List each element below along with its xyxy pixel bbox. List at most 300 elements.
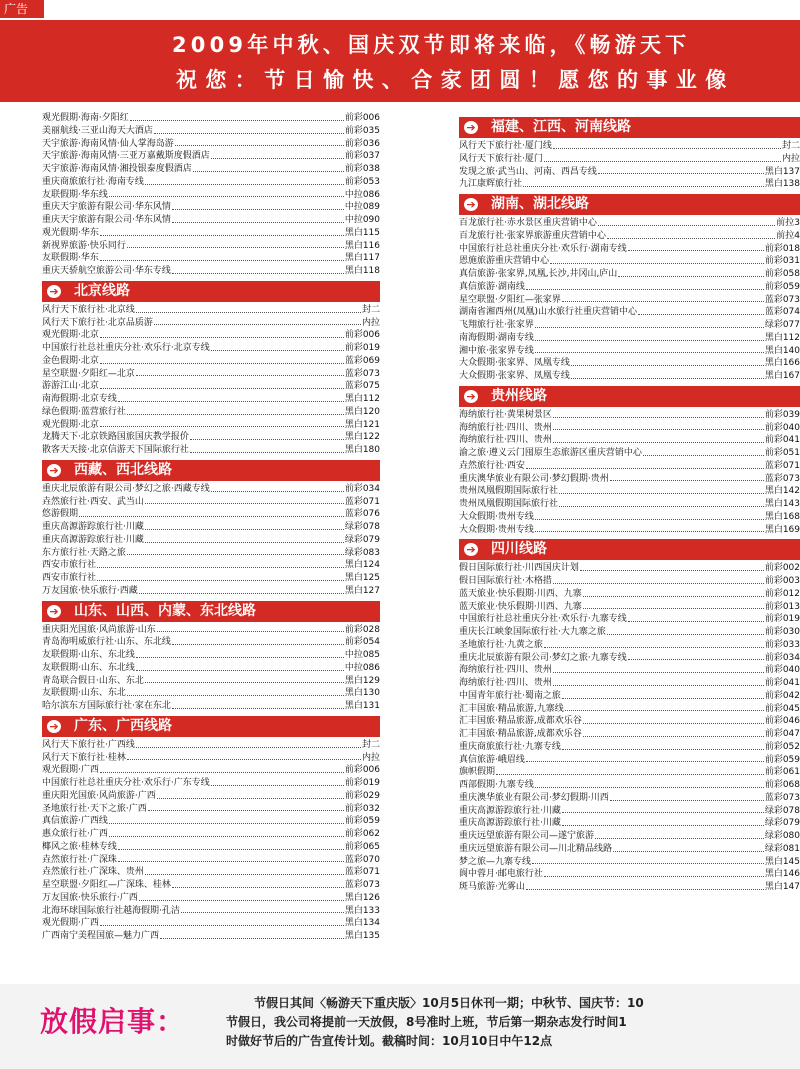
page-code: 前彩019 <box>344 343 380 353</box>
notice-title: 放假启事： <box>40 1005 186 1038</box>
page-code: 黑白143 <box>764 499 800 509</box>
page-code: 前彩019 <box>344 778 380 788</box>
listing-name: 东方旅行社·天路之旅 <box>42 547 126 558</box>
page-code: 内拉 <box>361 752 380 763</box>
listing-name: 梦之旅—九寨专线 <box>459 856 532 867</box>
dot-leader <box>172 214 344 223</box>
page-code: 前彩019 <box>764 614 800 625</box>
listing-name: 友联假期·山东、东北线 <box>42 650 135 660</box>
listing-name: 汇丰国旅·精品旅游,成都欢乐谷 <box>459 716 582 727</box>
listing-row <box>42 547 380 560</box>
page-code: 前彩059 <box>764 754 800 765</box>
listing-row <box>42 790 380 803</box>
listing-name: 重庆高源游踪旅行社·川藏 <box>459 805 561 816</box>
listing-row <box>42 329 380 342</box>
listing-row <box>459 766 800 779</box>
page-code: 前彩032 <box>344 803 380 814</box>
listing-row <box>42 406 380 419</box>
page-code: 内拉 <box>361 317 380 328</box>
listing-name: 百龙旅行社·赤水景区重庆营销中心 <box>459 218 597 228</box>
listing-row <box>42 777 380 790</box>
listing-name: 万友国旅·快乐旅行·广西 <box>42 892 138 903</box>
listing-row <box>42 265 380 278</box>
listing-row <box>459 498 800 511</box>
dot-leader <box>136 739 361 748</box>
dot-leader <box>571 370 764 379</box>
listing-name: 重庆阳光国旅·风尚旅游·广西 <box>42 790 156 801</box>
dot-leader <box>535 319 764 328</box>
arrow-right-icon: ➔ <box>47 720 61 733</box>
listing-name: 哈尔滨东方国际旅行社·家在东北 <box>42 701 171 711</box>
listing-name: 蓝天旅业·快乐假期·川西、九寨 <box>459 588 582 599</box>
page-code: 黑白147 <box>764 882 800 892</box>
dot-leader <box>100 252 344 261</box>
page-code: 蓝彩073 <box>344 880 380 890</box>
listing-name: 海纳旅行社·黄果树景区 <box>459 409 552 420</box>
dot-leader <box>109 189 344 198</box>
listing-name: 西安市旅行社 <box>42 560 97 571</box>
listing-row <box>459 524 800 537</box>
listing-column-right <box>459 114 800 894</box>
ad-tag: 广告 <box>0 0 44 18</box>
listing-row <box>459 345 800 358</box>
arrow-right-icon: ➔ <box>464 121 478 134</box>
listing-name: 风行天下旅行社·厦门线 <box>459 141 552 151</box>
dot-leader <box>628 243 764 252</box>
listing-row <box>459 140 800 153</box>
dot-leader <box>583 601 764 610</box>
dot-leader <box>544 153 781 162</box>
listing-row <box>459 294 800 307</box>
listing-name: 观光假期·广西 <box>42 765 99 776</box>
listing-row <box>459 217 800 230</box>
section-title: 福建、江西、河南线路 <box>491 119 631 135</box>
page-code: 绿彩078 <box>344 522 380 532</box>
listing-name: 椰风之旅·桂林专线 <box>42 841 117 852</box>
dot-leader <box>145 534 344 543</box>
dot-leader <box>109 828 344 837</box>
dot-leader <box>97 572 344 581</box>
page-code: 前彩062 <box>344 829 380 839</box>
listing-row <box>42 380 380 393</box>
section-header <box>42 716 380 737</box>
page-code: 前彩047 <box>764 729 800 739</box>
dot-leader <box>638 306 764 315</box>
listing-name: 汇丰国旅·精品旅游,成都欢乐谷 <box>459 729 582 739</box>
listing-row <box>459 409 800 422</box>
listing-name: 友联假期·华东线 <box>42 189 108 200</box>
arrow-right-icon: ➔ <box>464 198 478 211</box>
page-code: 前彩036 <box>344 138 380 149</box>
dot-leader <box>211 483 344 492</box>
listing-name: 贵州凤凰假期国际旅行社 <box>459 499 559 509</box>
dot-leader <box>553 140 781 149</box>
page-code: 中拉089 <box>344 202 380 213</box>
page-code: 前彩040 <box>764 422 800 433</box>
listing-row <box>459 652 800 665</box>
listing-row <box>459 754 800 767</box>
page-code: 前彩039 <box>764 409 800 420</box>
dot-leader <box>127 752 361 761</box>
page-code: 蓝彩075 <box>344 381 380 392</box>
page-code: 黑白133 <box>344 905 380 916</box>
section-title: 广东、广西线路 <box>74 717 172 734</box>
page-code: 黑白142 <box>764 486 800 497</box>
listing-row <box>459 230 800 243</box>
listing-name: 友联假期·山东、东北 <box>42 688 126 699</box>
listing-name: 风行天下旅行社·北京线 <box>42 304 135 315</box>
page-code: 黑白129 <box>344 675 380 686</box>
dot-leader <box>172 636 344 645</box>
listing-row <box>42 866 380 879</box>
dot-leader <box>553 664 764 673</box>
listing-name: 九江康辉旅行社 <box>459 179 523 190</box>
dot-leader <box>535 345 764 354</box>
listing-row <box>459 153 800 166</box>
listing-name: 大众假期·贵州专线 <box>459 524 534 535</box>
page-code: 封二 <box>781 141 800 151</box>
listing-row <box>42 700 380 713</box>
dot-leader <box>211 150 344 159</box>
listing-row <box>459 306 800 319</box>
listing-row <box>42 125 380 138</box>
listing-row <box>459 268 800 281</box>
listing-name: 大众假期·张家界、凤凰专线 <box>459 371 570 381</box>
page-code: 黑白124 <box>344 560 380 571</box>
dot-leader <box>535 524 764 533</box>
listing-name: 风行天下旅行社·桂林 <box>42 752 126 763</box>
page-code: 黑白167 <box>764 371 800 381</box>
listing-name: 飞翔旅行社·张家界 <box>459 320 534 330</box>
listing-row <box>42 815 380 828</box>
dot-leader <box>553 575 764 584</box>
listing-row <box>459 817 800 830</box>
dot-leader <box>607 626 764 635</box>
dot-leader <box>136 649 344 658</box>
listing-name: 湘中旅·张家界专线 <box>459 345 534 356</box>
page-code: 绿彩083 <box>344 547 380 558</box>
dot-leader <box>526 881 764 890</box>
listing-row <box>459 881 800 894</box>
arrow-right-icon: ➔ <box>464 543 478 556</box>
listing-row <box>459 332 800 345</box>
listing-row <box>42 534 380 547</box>
listing-name: 重庆远望旅游有限公司—遂宁旅游 <box>459 831 595 841</box>
page-code: 前彩012 <box>764 588 800 599</box>
dot-leader <box>607 230 775 239</box>
page-code: 前彩052 <box>764 741 800 752</box>
page-code: 前彩059 <box>764 281 800 292</box>
dot-leader <box>559 485 764 494</box>
listing-name: 垚然旅行社·西安、武当山 <box>42 496 144 507</box>
listing-name: 万友国旅·快乐旅行·西藏 <box>42 585 138 596</box>
page-code: 黑白137 <box>764 166 800 177</box>
page-code: 绿彩079 <box>344 534 380 545</box>
listing-name: 重庆商旅旅行社·海南专线 <box>42 176 144 187</box>
listing-name: 中国旅行社总社重庆分社·欢乐行·北京专线 <box>42 343 210 353</box>
listing-row <box>42 803 380 816</box>
page-code: 前彩068 <box>764 780 800 790</box>
listing-name: 观光假期·北京 <box>42 419 99 430</box>
dot-leader <box>562 294 764 303</box>
listing-name: 重庆北辰旅游有限公司·梦幻之旅·九寨专线 <box>459 652 627 663</box>
page-code: 前拉4 <box>776 230 800 241</box>
listing-name: 中国旅行社总社重庆分社·欢乐行·九寨专线 <box>459 614 627 625</box>
listing-name: 观光假期·广西 <box>42 918 99 929</box>
listing-name: 百龙旅行社·张家界旅游重庆营销中心 <box>459 230 606 241</box>
page-code: 前彩059 <box>344 816 380 827</box>
listing-name: 悠游假期 <box>42 509 79 520</box>
listing-name: 重庆高源游踪旅行社·川藏 <box>459 818 561 829</box>
listing-row <box>459 779 800 792</box>
listing-name: 广西南宁美程国旅—魅力广西 <box>42 931 160 941</box>
listing-name: 游游江山·北京 <box>42 381 99 392</box>
dot-leader <box>628 652 764 661</box>
page-code: 蓝彩073 <box>764 792 800 803</box>
page-code: 前彩058 <box>764 269 800 279</box>
page-code: 黑白134 <box>344 918 380 929</box>
dot-leader <box>532 856 764 865</box>
page-code: 前彩035 <box>344 125 380 136</box>
dot-leader <box>553 434 764 443</box>
page-code: 前彩054 <box>344 637 380 648</box>
listing-row <box>459 856 800 869</box>
dot-leader <box>100 227 344 236</box>
listing-name: 风行天下旅行社·北京品质游 <box>42 317 153 328</box>
listing-row <box>42 342 380 355</box>
listing-row <box>42 879 380 892</box>
listing-row <box>42 431 380 444</box>
listing-name: 友联假期·山东、东北线 <box>42 662 135 673</box>
listing-row <box>459 166 800 179</box>
page-code: 前彩033 <box>764 639 800 650</box>
dot-leader <box>172 201 344 210</box>
listing-name: 重庆天宇旅游有限公司·华东风情 <box>42 202 171 213</box>
listing-row <box>459 613 800 626</box>
listing-name: 重庆天宇旅游有限公司·华东风情 <box>42 215 171 225</box>
section-header <box>42 460 380 481</box>
dot-leader <box>526 460 764 469</box>
section-header <box>459 386 800 407</box>
listing-row <box>459 639 800 652</box>
section-title: 西藏、西北线路 <box>74 461 172 478</box>
listing-name: 真信旅游·张家界,凤凰,长沙,井冈山,庐山 <box>459 269 618 279</box>
listing-name: 大众假期·贵州专线 <box>459 511 534 522</box>
dot-leader <box>553 677 764 686</box>
dot-leader <box>643 447 764 456</box>
listing-row <box>42 112 380 125</box>
listing-name: 风行天下旅行社·广西线 <box>42 739 135 750</box>
listing-name: 真信旅游·峨眉线 <box>459 754 525 765</box>
page-code: 蓝彩069 <box>344 355 380 366</box>
page-code: 前彩006 <box>344 113 380 123</box>
page-code: 黑白127 <box>344 585 380 596</box>
page-code: 黑白145 <box>764 856 800 867</box>
dot-leader <box>118 841 344 850</box>
dot-leader <box>127 687 344 696</box>
listing-row <box>42 138 380 151</box>
dot-leader <box>618 268 764 277</box>
listing-name: 西部假期·九寨专线 <box>459 780 534 790</box>
dot-leader <box>100 380 344 389</box>
dot-leader <box>157 624 344 633</box>
listing-name: 海纳旅行社·四川、贵州 <box>459 422 552 433</box>
listing-name: 中国青年旅行社·蜀南之旅 <box>459 690 561 701</box>
dot-leader <box>148 803 344 812</box>
listing-row <box>42 828 380 841</box>
page-code: 前彩051 <box>764 448 800 458</box>
arrow-right-icon: ➔ <box>47 285 61 298</box>
dot-leader <box>190 431 344 440</box>
dot-leader <box>544 639 764 648</box>
section-title: 北京线路 <box>74 282 130 299</box>
listing-row <box>42 176 380 189</box>
page-code: 前彩061 <box>764 767 800 778</box>
listing-name: 星空联盟·夕阳红—张家界 <box>459 294 561 305</box>
dot-leader <box>562 690 764 699</box>
dot-leader <box>145 675 344 684</box>
listing-row <box>459 434 800 447</box>
listing-row <box>459 715 800 728</box>
dot-leader <box>127 406 344 415</box>
listing-name: 假日国际旅行社·川西国庆计划 <box>459 563 579 574</box>
dot-leader <box>535 332 764 341</box>
listing-name: 龙腾天下·北京铁路国旅国庆教学报价 <box>42 432 189 443</box>
listing-row <box>42 150 380 163</box>
listing-row <box>42 585 380 598</box>
dot-leader <box>598 217 775 226</box>
page-code: 前拉3 <box>776 218 800 228</box>
page-code: 前彩053 <box>344 176 380 187</box>
listing-row <box>459 447 800 460</box>
listing-name: 北海环球国际旅行社越海假期·孔洁 <box>42 905 180 916</box>
dot-leader <box>628 613 764 622</box>
listing-name: 阆中蓉月·邮电旅行社 <box>459 869 543 880</box>
listing-name: 中国旅行社总社重庆分社·欢乐行·广东专线 <box>42 778 210 788</box>
listing-name: 绿色假期·蓝营旅行社 <box>42 406 126 417</box>
page-code: 前彩030 <box>764 627 800 637</box>
dot-leader <box>595 830 764 839</box>
dot-leader <box>97 559 344 568</box>
listing-name: 假日国际旅行社·木格措 <box>459 576 552 586</box>
listing-name: 星空联盟·夕阳红—广深珠、桂林 <box>42 880 171 890</box>
section-title: 湖南、湖北线路 <box>491 196 589 212</box>
page-code: 黑白125 <box>344 573 380 583</box>
listing-row <box>42 662 380 675</box>
listing-row <box>459 626 800 639</box>
listing-row <box>459 843 800 856</box>
section-header <box>459 117 800 138</box>
listing-name: 南海假期·北京专线 <box>42 394 117 404</box>
page-code: 前彩038 <box>344 164 380 174</box>
dot-leader <box>610 792 764 801</box>
listing-row <box>42 240 380 253</box>
dot-leader <box>598 166 764 175</box>
dot-leader <box>535 511 764 520</box>
page-code: 蓝彩073 <box>764 294 800 305</box>
page-code: 绿彩079 <box>764 818 800 829</box>
listing-row <box>459 868 800 881</box>
listing-name: 斑马旅游·光雾山 <box>459 882 525 892</box>
section-title: 四川线路 <box>491 541 547 558</box>
page-code: 前彩065 <box>344 841 380 852</box>
dot-leader <box>154 317 361 326</box>
listing-row <box>459 473 800 486</box>
page-code: 黑白117 <box>344 253 380 264</box>
page-code: 黑白122 <box>344 432 380 443</box>
listing-row <box>459 830 800 843</box>
listing-name: 重庆阳光国旅·风尚旅游·山东 <box>42 624 156 635</box>
dot-leader <box>550 255 764 264</box>
listing-column-left <box>42 112 380 943</box>
dot-leader <box>613 843 764 852</box>
listing-name: 风行天下旅行社·厦门 <box>459 153 543 164</box>
listing-row <box>42 905 380 918</box>
listing-name: 圣地旅行社·天下之旅·广西 <box>42 803 147 814</box>
dot-leader <box>583 728 764 737</box>
listing-name: 重庆长江峡象国际旅行社·大九寨之旅 <box>459 627 606 637</box>
arrow-right-icon: ➔ <box>47 464 61 477</box>
page-code: 前彩028 <box>344 624 380 635</box>
listing-name: 天宇旅游·海南风情·三亚万嘉戴斯度假酒店 <box>42 151 210 162</box>
listing-row <box>42 252 380 265</box>
page-code: 蓝彩074 <box>764 307 800 318</box>
page-code: 前彩006 <box>344 330 380 341</box>
listing-row <box>459 243 800 256</box>
page-code: 蓝彩071 <box>764 460 800 471</box>
arrow-right-icon: ➔ <box>464 390 478 403</box>
listing-name: 重庆远望旅游有限公司—川北精品线路 <box>459 843 613 854</box>
banner <box>0 20 800 102</box>
page-code: 前彩037 <box>344 151 380 162</box>
listing-name: 金色假期·北京 <box>42 355 99 366</box>
dot-leader <box>172 265 344 274</box>
listing-row <box>459 562 800 575</box>
listing-name: 天宇旅游·海南风情·湘投银泰度假酒店 <box>42 164 192 174</box>
page-code: 前彩029 <box>344 790 380 801</box>
page-code: 前彩013 <box>764 601 800 612</box>
page-code: 内拉 <box>781 153 800 164</box>
section-header <box>459 194 800 215</box>
listing-row <box>459 677 800 690</box>
listing-row <box>459 792 800 805</box>
section-title: 山东、山西、内蒙、东北线路 <box>74 602 256 619</box>
page-code: 中拉090 <box>344 215 380 225</box>
page-code: 前彩006 <box>344 765 380 776</box>
dot-leader <box>496 766 764 775</box>
dot-leader <box>211 342 344 351</box>
listing-name: 真信旅游·广西线 <box>42 816 108 827</box>
listing-name: 重庆澳华旅业有限公司·梦幻假期·川西 <box>459 792 609 803</box>
listing-row <box>459 511 800 524</box>
listing-name: 西安市旅行社 <box>42 573 97 583</box>
listing-row <box>459 601 800 614</box>
page-code: 黑白180 <box>344 445 380 455</box>
listing-row <box>42 214 380 227</box>
listing-row <box>459 255 800 268</box>
listing-name: 美丽航线·三亚山海天大酒店 <box>42 125 153 136</box>
listing-row <box>459 178 800 191</box>
banner-line-2: 祝您：节日愉快、合家团圆！愿您的事业像 <box>176 68 735 92</box>
listing-name: 散客天天接·北京信游天下国际旅行社 <box>42 445 189 455</box>
dot-leader <box>535 779 764 788</box>
listing-name: 海纳旅行社·四川、贵州 <box>459 435 552 446</box>
dot-leader <box>553 422 764 431</box>
dot-leader <box>118 393 344 402</box>
listing-row <box>459 805 800 818</box>
dot-leader <box>523 178 764 187</box>
dot-leader <box>136 304 361 313</box>
